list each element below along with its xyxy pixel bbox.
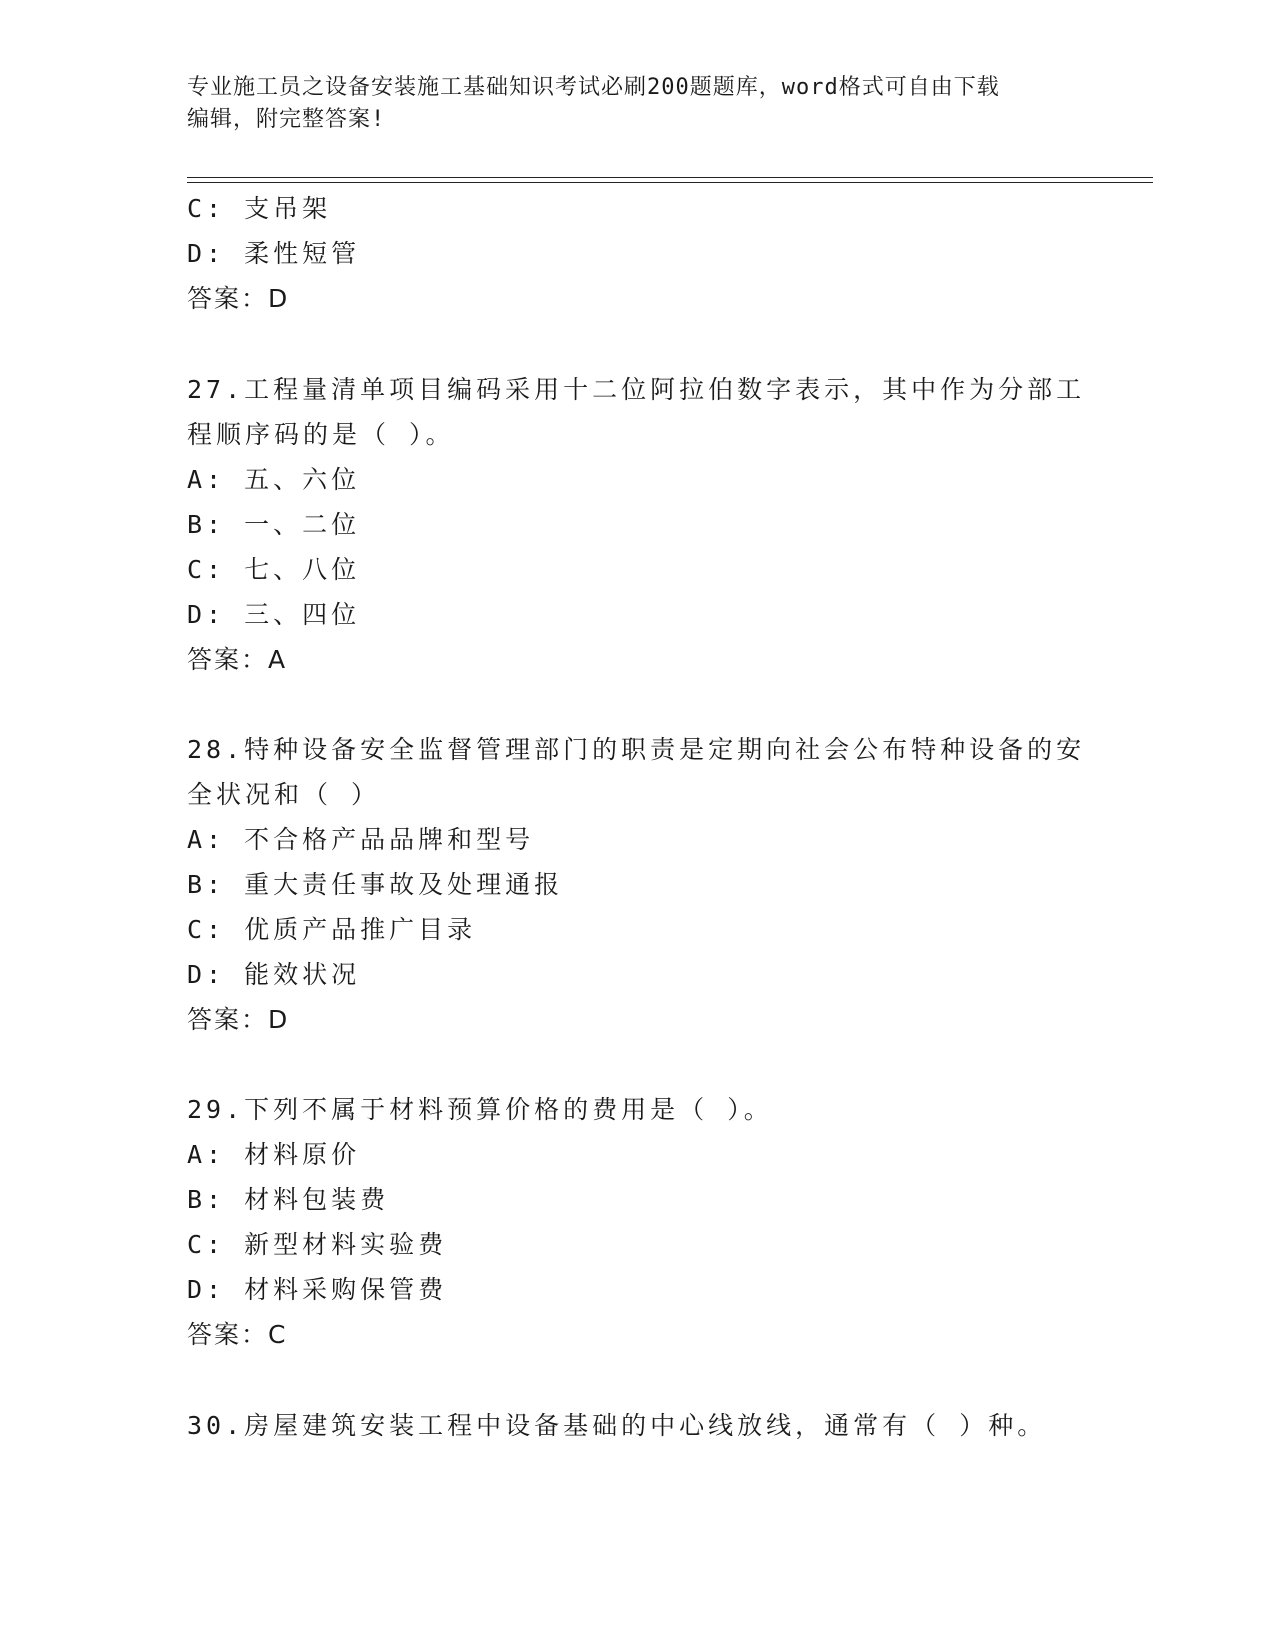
q27-option-a: A: 五、六位 [187,465,361,494]
q29-option-c: C: 新型材料实验费 [187,1230,448,1259]
q29-option-a: A: 材料原价 [187,1140,361,1169]
q27-option-d: D: 三、四位 [187,600,361,629]
q27-option-c: C: 七、八位 [187,555,361,584]
q26-option-c: C: 支吊架 [187,194,332,223]
q28-option-d: D: 能效状况 [187,960,361,989]
page-header [187,72,1067,136]
q28-stem-line-1: 28.特种设备安全监督管理部门的职责是定期向社会公布特种设备的安 [187,735,1086,764]
q29-answer: 答案：C [187,1320,288,1349]
q27-option-b: B: 一、二位 [187,510,361,539]
q28-stem-line-2: 全状况和（ ） [187,780,381,809]
q27-stem-line-1: 27.工程量清单项目编码采用十二位阿拉伯数字表示，其中作为分部工 [187,375,1086,404]
q28-option-c: C: 优质产品推广目录 [187,915,477,944]
q26-option-d: D: 柔性短管 [187,239,361,268]
header-divider-bottom [187,182,1153,183]
header-title-line-1: 专业施工员之设备安装施工基础知识考试必刷200题题库，word格式可自由下载 [187,75,1000,100]
header-title-line-2: 编辑，附完整答案! [187,107,386,132]
q30-stem-line-1: 30.房屋建筑安装工程中设备基础的中心线放线，通常有（ ）种。 [187,1411,1047,1440]
q29-stem-line-1: 29.下列不属于材料预算价格的费用是（ ）。 [187,1095,773,1124]
q29-option-b: B: 材料包装费 [187,1185,390,1214]
q27-stem-line-2: 程顺序码的是（ ）。 [187,420,455,449]
q27-answer: 答案：A [187,645,288,674]
q28-option-a: A: 不合格产品品牌和型号 [187,825,535,854]
q28-option-b: B: 重大责任事故及处理通报 [187,870,564,899]
q26-answer: 答案：D [187,284,290,313]
q29-option-d: D: 材料采购保管费 [187,1275,448,1304]
q28-answer: 答案：D [187,1005,290,1034]
header-divider-top [187,177,1153,178]
